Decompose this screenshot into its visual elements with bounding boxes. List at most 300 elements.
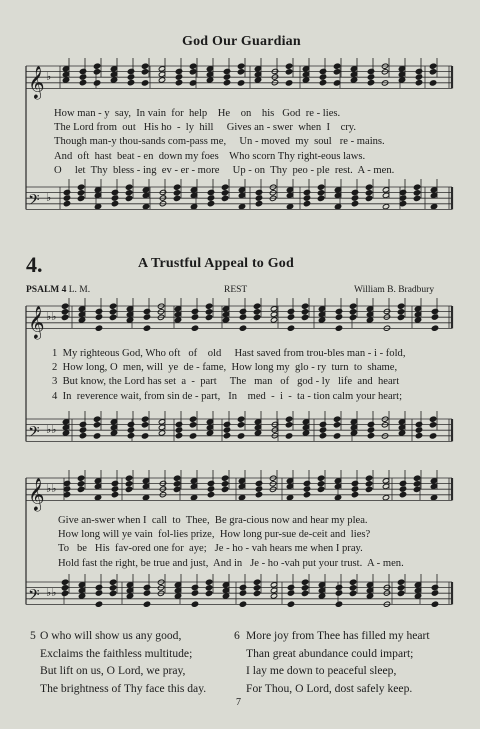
note-head — [431, 590, 438, 596]
treble-clef-icon: 𝄞 — [28, 477, 45, 511]
note-head — [126, 587, 133, 593]
note-head — [239, 308, 246, 314]
note-head — [111, 492, 118, 498]
note-head — [253, 579, 260, 585]
note-head — [319, 433, 326, 439]
note-head — [415, 74, 422, 80]
note-head — [125, 184, 132, 190]
note-head — [127, 433, 134, 439]
note-head — [237, 80, 244, 86]
note-head — [61, 579, 68, 585]
note-head — [397, 590, 404, 596]
note-head — [366, 587, 373, 593]
note-head — [255, 189, 262, 195]
note-head — [365, 486, 372, 492]
composer: William B. Bradbury — [354, 285, 435, 295]
note-head — [78, 582, 85, 588]
note-head — [365, 184, 372, 190]
verse-line: I lay me down to peaceful sleep, — [246, 664, 397, 677]
lyric-line: O let Thy bless - ing ev - er - more Up - on Thy peo - ple rest. A - men. — [54, 164, 395, 176]
note-head — [319, 80, 326, 86]
note-head — [143, 584, 150, 590]
note-head — [255, 480, 262, 486]
note-head — [62, 77, 69, 83]
note-head — [142, 494, 149, 500]
note-head — [158, 424, 165, 430]
note-head — [206, 419, 213, 425]
note-head — [111, 486, 118, 492]
note-head — [335, 584, 342, 590]
note-head — [207, 486, 214, 492]
note-head — [109, 309, 116, 315]
page-number: 7 — [236, 697, 241, 708]
note-head — [367, 74, 374, 80]
note-head — [415, 427, 422, 433]
note-head — [190, 187, 197, 193]
note-head — [429, 422, 436, 428]
note-head — [111, 480, 118, 486]
note-head — [335, 590, 342, 596]
note-head — [302, 424, 309, 430]
note-head — [430, 494, 437, 500]
note-head — [317, 195, 324, 201]
hymn-psalm-meter — [26, 285, 90, 295]
note-head — [79, 421, 86, 427]
note-head — [77, 190, 84, 196]
note-head — [351, 201, 358, 207]
note-head — [126, 306, 133, 312]
note-head — [93, 80, 100, 86]
note-head — [415, 80, 422, 86]
note-head — [334, 203, 341, 209]
note-head — [158, 71, 165, 77]
note-head — [191, 590, 198, 596]
note-head — [142, 187, 149, 193]
note-head — [237, 69, 244, 75]
note-head — [207, 201, 214, 207]
note-head — [415, 68, 422, 74]
note-head — [222, 582, 229, 588]
note-head — [333, 416, 340, 422]
note-head — [431, 308, 438, 314]
note-head — [398, 419, 405, 425]
note-head — [191, 314, 198, 320]
note-head — [79, 433, 86, 439]
note-head — [190, 192, 197, 198]
note-head — [94, 192, 101, 198]
note-head — [221, 195, 228, 201]
verse-line: Than great abundance could impart; — [246, 646, 414, 660]
note-head — [382, 478, 389, 484]
note-head — [237, 63, 244, 69]
note-head — [367, 68, 374, 74]
note-head — [109, 585, 116, 591]
note-head — [111, 189, 118, 195]
bass-clef-icon: 𝄢 — [28, 423, 40, 445]
note-head — [365, 195, 372, 201]
note-head — [221, 184, 228, 190]
note-head — [223, 68, 230, 74]
note-head — [126, 317, 133, 323]
note-head — [287, 308, 294, 314]
note-head — [286, 187, 293, 193]
note-head — [174, 306, 181, 312]
note-head — [351, 492, 358, 498]
note-head — [351, 480, 358, 486]
note-head — [191, 325, 198, 331]
prev-hymn-lyrics — [54, 107, 394, 178]
verse-5-number: 5 — [30, 629, 36, 642]
note-head — [174, 587, 181, 593]
note-head — [253, 590, 260, 596]
note-head — [367, 427, 374, 433]
note-head — [109, 590, 116, 596]
note-head — [175, 421, 182, 427]
note-head — [350, 66, 357, 72]
note-head — [414, 593, 421, 599]
note-head — [255, 201, 262, 207]
note-head — [415, 421, 422, 427]
note-head — [317, 190, 324, 196]
note-head — [287, 325, 294, 331]
note-head — [94, 494, 101, 500]
note-head — [287, 584, 294, 590]
note-head — [270, 587, 277, 593]
note-head — [286, 478, 293, 484]
note-head — [190, 494, 197, 500]
note-head — [94, 203, 101, 209]
note-head — [254, 424, 261, 430]
note-head — [109, 314, 116, 320]
note-head — [127, 74, 134, 80]
note-head — [317, 486, 324, 492]
note-head — [206, 430, 213, 436]
note-head — [191, 584, 198, 590]
note-head — [189, 416, 196, 422]
note-head — [109, 579, 116, 585]
note-head — [318, 593, 325, 599]
note-head — [431, 584, 438, 590]
note-head — [318, 306, 325, 312]
note-head — [399, 492, 406, 498]
note-head — [190, 203, 197, 209]
note-head — [350, 77, 357, 83]
note-head — [237, 433, 244, 439]
note-head — [335, 308, 342, 314]
note-head — [413, 184, 420, 190]
note-head — [414, 587, 421, 593]
note-head — [317, 475, 324, 481]
note-head — [287, 314, 294, 320]
hymn-title: A Trustful Appeal to God — [138, 256, 294, 271]
note-head — [350, 419, 357, 425]
lyric-line: 4 In reverence wait, from sin de - part, In med - i - ta - tion calm your heart; — [52, 390, 403, 402]
note-head — [158, 66, 165, 72]
note-head — [127, 80, 134, 86]
lyric-line: 2 How long, O men, will ye de - fame, How long my glo - ry turn to shame, — [52, 362, 398, 374]
note-head — [78, 593, 85, 599]
note-head — [175, 427, 182, 433]
note-head — [335, 314, 342, 320]
note-head — [382, 192, 389, 198]
note-head — [413, 195, 420, 201]
note-head — [382, 187, 389, 193]
note-head — [94, 187, 101, 193]
note-head — [431, 325, 438, 331]
note-head — [318, 317, 325, 323]
note-head — [414, 317, 421, 323]
note-head — [62, 66, 69, 72]
note-head — [286, 203, 293, 209]
note-head — [303, 486, 310, 492]
note-head — [174, 311, 181, 317]
tune-name: REST — [224, 285, 248, 295]
note-head — [62, 430, 69, 436]
note-head — [189, 422, 196, 428]
note-head — [382, 483, 389, 489]
note-head — [430, 187, 437, 193]
note-head — [318, 587, 325, 593]
note-head — [430, 478, 437, 484]
note-head — [382, 203, 389, 209]
note-head — [431, 601, 438, 607]
note-head — [334, 187, 341, 193]
note-head — [286, 192, 293, 198]
note-head — [349, 314, 356, 320]
note-head — [95, 590, 102, 596]
note-head — [223, 74, 230, 80]
note-head — [78, 587, 85, 593]
note-head — [302, 77, 309, 83]
note-head — [206, 77, 213, 83]
verse-line: The brightness of Thy face this day. — [40, 681, 207, 695]
note-head — [94, 478, 101, 484]
note-head — [398, 430, 405, 436]
note-head — [302, 430, 309, 436]
note-head — [238, 192, 245, 198]
note-head — [334, 483, 341, 489]
lyric-line: And oft hast beat - en down my foes Who scorn Thy right-eous laws. — [54, 150, 366, 162]
note-head — [221, 486, 228, 492]
treble-clef-icon: 𝄞 — [28, 305, 45, 339]
lyric-line: To be His fav-ored one for aye; Je - ho - vah hears me when I pray. — [58, 543, 363, 555]
note-head — [398, 77, 405, 83]
note-head — [189, 433, 196, 439]
note-head — [254, 71, 261, 77]
psalm-label: PSALM 4 — [26, 285, 67, 295]
note-head — [349, 303, 356, 309]
note-head — [399, 480, 406, 486]
note-head — [127, 427, 134, 433]
note-head — [285, 416, 292, 422]
note-head — [205, 314, 212, 320]
verse-line: O who will show us any good, — [40, 629, 182, 642]
note-head — [317, 184, 324, 190]
note-head — [174, 593, 181, 599]
note-head — [302, 419, 309, 425]
note-head — [190, 483, 197, 489]
note-head — [349, 579, 356, 585]
note-head — [303, 189, 310, 195]
note-head — [237, 422, 244, 428]
note-head — [223, 421, 230, 427]
key-signature-flat-icon: ♭♭ — [46, 587, 57, 600]
note-head — [398, 66, 405, 72]
note-head — [110, 419, 117, 425]
note-head — [319, 68, 326, 74]
note-head — [61, 303, 68, 309]
note-head — [286, 483, 293, 489]
key-signature-flat-icon: ♭♭ — [46, 483, 57, 496]
note-head — [207, 480, 214, 486]
note-head — [237, 416, 244, 422]
note-head — [61, 314, 68, 320]
note-head — [79, 68, 86, 74]
note-head — [351, 195, 358, 201]
verse-line: More joy from Thee has filled my heart — [246, 629, 430, 642]
note-head — [270, 582, 277, 588]
note-head — [382, 494, 389, 500]
note-head — [77, 475, 84, 481]
key-signature-flat-icon: ♭ — [46, 71, 52, 84]
note-head — [79, 80, 86, 86]
note-head — [175, 433, 182, 439]
note-head — [286, 494, 293, 500]
note-head — [367, 80, 374, 86]
note-head — [238, 478, 245, 484]
note-head — [206, 424, 213, 430]
note-head — [174, 582, 181, 588]
note-head — [254, 66, 261, 72]
note-head — [143, 325, 150, 331]
note-head — [414, 582, 421, 588]
note-head — [222, 317, 229, 323]
note-head — [413, 190, 420, 196]
note-head — [303, 492, 310, 498]
note-head — [63, 189, 70, 195]
note-head — [350, 430, 357, 436]
lyric-line: 3 But know, the Lord has set a - part The man of god - ly life and heart — [52, 376, 400, 388]
note-head — [125, 481, 132, 487]
lyric-line: Hold fast the right, be true and just, And in Je - ho -vah put your trust. A - men. — [58, 557, 404, 569]
note-head — [430, 192, 437, 198]
note-head — [205, 585, 212, 591]
note-head — [111, 195, 118, 201]
lyric-line: The Lord from out His ho - ly hill Gives an - swer when I cry. — [54, 122, 357, 134]
note-head — [175, 68, 182, 74]
note-head — [191, 601, 198, 607]
note-head — [222, 593, 229, 599]
note-head — [285, 80, 292, 86]
note-head — [173, 190, 180, 196]
note-head — [270, 311, 277, 317]
note-head — [254, 430, 261, 436]
bass-clef-icon: 𝄢 — [28, 586, 40, 608]
note-head — [78, 317, 85, 323]
note-head — [270, 593, 277, 599]
key-signature-flat-icon: ♭♭ — [46, 424, 57, 437]
note-head — [303, 201, 310, 207]
note-head — [110, 71, 117, 77]
note-head — [301, 314, 308, 320]
note-head — [222, 311, 229, 317]
note-head — [174, 317, 181, 323]
note-head — [143, 314, 150, 320]
note-head — [365, 481, 372, 487]
note-head — [141, 80, 148, 86]
note-head — [429, 433, 436, 439]
note-head — [253, 303, 260, 309]
note-head — [143, 590, 150, 596]
prev-hymn-title: God Our Guardian — [182, 34, 301, 49]
note-head — [93, 422, 100, 428]
note-head — [62, 419, 69, 425]
note-head — [61, 585, 68, 591]
note-head — [223, 80, 230, 86]
note-head — [334, 192, 341, 198]
note-head — [287, 601, 294, 607]
hymn-lyrics-system-2 — [58, 514, 404, 571]
note-head — [77, 481, 84, 487]
note-head — [301, 579, 308, 585]
note-head — [333, 422, 340, 428]
bass-clef-icon: 𝄢 — [28, 191, 40, 213]
note-head — [399, 486, 406, 492]
note-head — [239, 325, 246, 331]
note-head — [79, 427, 86, 433]
note-head — [239, 601, 246, 607]
note-head — [335, 325, 342, 331]
note-head — [207, 195, 214, 201]
note-head — [351, 189, 358, 195]
note-head — [301, 303, 308, 309]
verse-line: For Thou, O Lord, dost safely keep. — [246, 681, 413, 695]
note-head — [61, 590, 68, 596]
note-head — [110, 66, 117, 72]
note-head — [366, 306, 373, 312]
note-head — [143, 601, 150, 607]
note-head — [173, 195, 180, 201]
note-head — [334, 494, 341, 500]
note-head — [77, 195, 84, 201]
note-head — [141, 63, 148, 69]
note-head — [366, 317, 373, 323]
note-head — [175, 80, 182, 86]
note-head — [301, 590, 308, 596]
note-head — [366, 311, 373, 317]
note-head — [239, 590, 246, 596]
note-head — [350, 424, 357, 430]
note-head — [221, 190, 228, 196]
note-head — [285, 63, 292, 69]
note-head — [301, 585, 308, 591]
note-head — [95, 584, 102, 590]
note-head — [397, 579, 404, 585]
hymn-number: 4. — [26, 252, 43, 277]
note-head — [349, 585, 356, 591]
verse-line: But lift on us, O Lord, we pray, — [40, 664, 186, 677]
lyric-line: How long will ye vain fol-lies prize, How long pur-sue de-ceit and lies? — [58, 529, 371, 541]
note-head — [223, 427, 230, 433]
note-head — [93, 63, 100, 69]
note-head — [222, 306, 229, 312]
note-head — [93, 416, 100, 422]
note-head — [239, 584, 246, 590]
note-head — [397, 314, 404, 320]
note-head — [158, 430, 165, 436]
note-head — [173, 184, 180, 190]
note-head — [367, 433, 374, 439]
